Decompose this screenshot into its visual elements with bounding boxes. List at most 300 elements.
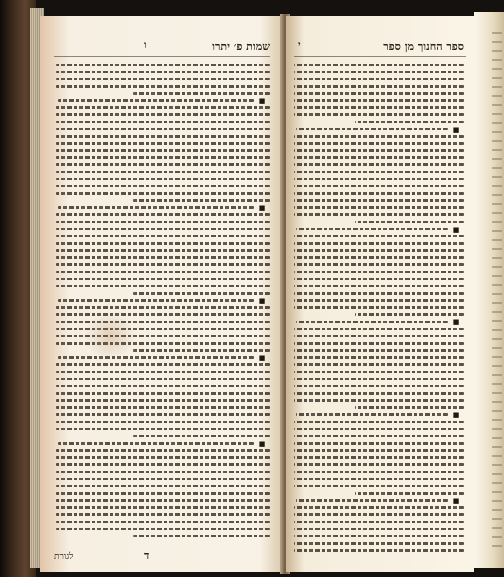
text-line	[56, 83, 270, 89]
page-edge-line	[492, 338, 502, 340]
printed-text	[294, 549, 464, 552]
printed-text	[56, 128, 270, 131]
text-line	[56, 305, 270, 311]
text-line	[294, 548, 464, 554]
printed-text	[56, 313, 270, 316]
printed-text	[294, 263, 464, 266]
text-line	[56, 498, 270, 504]
text-line	[56, 226, 270, 232]
printed-text	[56, 149, 270, 152]
printed-text	[56, 64, 270, 67]
printed-text	[294, 456, 464, 459]
text-line	[294, 255, 464, 261]
text-line	[56, 412, 270, 418]
section-marker: ■	[452, 495, 460, 505]
printed-text	[56, 78, 270, 81]
page-edge-line	[492, 365, 502, 367]
printed-text	[294, 285, 464, 288]
text-line	[294, 540, 464, 546]
text-line	[294, 291, 464, 297]
printed-text	[56, 521, 270, 524]
text-line	[294, 419, 464, 425]
text-line	[294, 269, 464, 275]
text-line	[56, 490, 270, 496]
printed-text	[56, 85, 270, 88]
printed-text	[56, 135, 270, 138]
printed-text	[56, 485, 270, 488]
right-page	[286, 16, 474, 572]
text-line	[294, 69, 464, 75]
right-page-edges	[474, 12, 504, 568]
text-line	[56, 205, 270, 211]
page-edge-line	[492, 158, 502, 160]
page-edge-line	[492, 284, 502, 286]
text-line	[56, 476, 270, 482]
printed-text	[355, 121, 464, 124]
page-edge-line	[492, 113, 502, 115]
printed-text	[294, 371, 464, 374]
printed-text	[294, 428, 464, 431]
printed-text	[56, 492, 270, 495]
text-line	[56, 312, 270, 318]
printed-text	[56, 221, 270, 224]
printed-text	[294, 535, 464, 538]
text-line	[294, 405, 464, 411]
section-marker: ■	[452, 124, 460, 134]
text-line	[56, 483, 270, 489]
printed-text	[56, 113, 270, 116]
page-edge-line	[492, 356, 502, 358]
right-running-head: ספר החנוך מן ספר	[383, 40, 464, 53]
page-edge-line	[492, 383, 502, 385]
page-edge-line	[492, 473, 502, 475]
printed-text	[355, 313, 464, 316]
printed-text	[56, 178, 270, 181]
page-edge-line	[492, 374, 502, 376]
text-line	[56, 162, 270, 168]
text-line	[294, 219, 464, 225]
printed-text	[294, 171, 464, 174]
printed-text	[294, 106, 464, 109]
page-edge-line	[492, 68, 502, 70]
text-line	[294, 348, 464, 354]
printed-text	[294, 178, 464, 181]
text-line	[294, 333, 464, 339]
text-line	[294, 205, 464, 211]
text-line	[294, 512, 464, 518]
printed-text	[294, 528, 464, 531]
text-line	[56, 212, 270, 218]
page-edge-line	[492, 257, 502, 259]
page-edge-line	[492, 185, 502, 187]
printed-text	[294, 349, 464, 352]
printed-text	[133, 435, 270, 438]
signature-mark: ד	[144, 549, 150, 562]
printed-text	[294, 506, 464, 509]
printed-text	[58, 99, 254, 102]
text-line	[56, 269, 270, 275]
printed-text	[56, 142, 270, 145]
text-line	[294, 398, 464, 404]
printed-text	[294, 513, 464, 516]
page-edge-line	[492, 419, 502, 421]
text-line	[294, 369, 464, 375]
text-line	[56, 426, 270, 432]
printed-text	[56, 228, 270, 231]
section-marker: ■	[258, 353, 266, 363]
page-edge-line	[492, 455, 502, 457]
printed-text	[56, 499, 270, 502]
text-line	[294, 298, 464, 304]
text-line	[294, 241, 464, 247]
text-line	[294, 355, 464, 361]
text-line	[294, 233, 464, 239]
printed-text	[56, 285, 270, 288]
printed-text	[294, 113, 464, 116]
printed-text	[56, 306, 270, 309]
text-line	[56, 98, 270, 104]
text-line	[294, 169, 464, 175]
text-line	[294, 505, 464, 511]
printed-text	[294, 306, 464, 309]
printed-text	[294, 542, 464, 545]
page-edge-line	[492, 536, 502, 538]
printed-text	[56, 471, 270, 474]
text-line	[56, 76, 270, 82]
page-edge-line	[492, 392, 502, 394]
printed-text	[294, 478, 464, 481]
left-folio: ו	[144, 40, 147, 51]
printed-text	[294, 92, 464, 95]
text-line	[56, 255, 270, 261]
right-folio: י	[298, 40, 301, 51]
page-edge-line	[492, 140, 502, 142]
text-line	[294, 119, 464, 125]
printed-text	[56, 263, 270, 266]
page-edge-line	[492, 329, 502, 331]
text-line	[56, 191, 270, 197]
printed-text	[294, 335, 464, 338]
printed-text	[294, 78, 464, 81]
printed-text	[56, 478, 270, 481]
page-edge-line	[492, 122, 502, 124]
printed-text	[294, 199, 464, 202]
page-edge-line	[492, 302, 502, 304]
text-line	[294, 105, 464, 111]
printed-text	[294, 192, 464, 195]
printed-text	[58, 356, 254, 359]
text-line	[56, 219, 270, 225]
printed-text	[133, 92, 270, 95]
text-line	[56, 248, 270, 254]
printed-text	[294, 235, 464, 238]
page-edge-line	[492, 194, 502, 196]
printed-text	[355, 221, 464, 224]
printed-text	[56, 528, 270, 531]
text-line	[294, 262, 464, 268]
page-edge-line	[492, 275, 502, 277]
page-edge-line	[492, 203, 502, 205]
text-line	[56, 440, 270, 446]
printed-text	[56, 256, 270, 259]
page-edge-line	[492, 212, 502, 214]
page-edge-line	[492, 545, 502, 547]
page-edge-line	[492, 104, 502, 106]
text-line	[56, 448, 270, 454]
page-edge-line	[492, 59, 502, 61]
text-line	[294, 433, 464, 439]
printed-text	[294, 399, 464, 402]
page-edge-line	[492, 176, 502, 178]
printed-text	[56, 271, 270, 274]
page-edge-line	[492, 491, 502, 493]
text-line	[294, 526, 464, 532]
right-text-column	[294, 62, 464, 556]
printed-text	[294, 149, 464, 152]
text-line	[294, 426, 464, 432]
page-edge-line	[492, 347, 502, 349]
section-marker: ■	[452, 224, 460, 234]
printed-text	[56, 463, 270, 466]
text-line	[294, 362, 464, 368]
printed-text	[294, 421, 464, 424]
page-edge-line	[492, 401, 502, 403]
text-line	[56, 462, 270, 468]
printed-text	[294, 185, 464, 188]
printed-text	[294, 142, 464, 145]
printed-text	[294, 342, 464, 345]
text-line	[294, 283, 464, 289]
page-edge-line	[492, 482, 502, 484]
text-line	[294, 133, 464, 139]
printed-text	[56, 278, 270, 281]
left-text-column	[56, 62, 270, 544]
text-line	[56, 176, 270, 182]
page-edge-line	[492, 239, 502, 241]
text-line	[294, 62, 464, 68]
text-line	[56, 469, 270, 475]
text-line	[294, 112, 464, 118]
section-marker: ■	[452, 317, 460, 327]
text-line	[294, 226, 464, 232]
text-line	[294, 91, 464, 97]
printed-text	[294, 435, 464, 438]
section-marker: ■	[452, 410, 460, 420]
printed-text	[56, 456, 270, 459]
printed-text	[296, 128, 448, 131]
text-line	[294, 155, 464, 161]
printed-text	[58, 206, 254, 209]
printed-text	[294, 328, 464, 331]
text-line	[294, 476, 464, 482]
text-line	[56, 355, 270, 361]
page-edge-line	[492, 410, 502, 412]
text-line	[294, 383, 464, 389]
printed-text	[56, 192, 270, 195]
printed-text	[294, 271, 464, 274]
page-edge-line	[492, 41, 502, 43]
printed-text	[294, 292, 464, 295]
printed-text	[294, 135, 464, 138]
text-line	[294, 191, 464, 197]
printed-text	[56, 242, 270, 245]
catchword: לגורת	[54, 552, 74, 562]
text-line	[294, 198, 464, 204]
text-line	[294, 469, 464, 475]
printed-text	[294, 249, 464, 252]
right-header-rule	[294, 56, 466, 57]
printed-text	[294, 471, 464, 474]
printed-text	[56, 121, 270, 124]
text-line	[56, 519, 270, 525]
printed-text	[56, 406, 270, 409]
printed-text	[294, 356, 464, 359]
printed-text	[56, 213, 270, 216]
printed-text	[133, 349, 270, 352]
text-line	[56, 233, 270, 239]
printed-text	[294, 213, 464, 216]
printed-text	[296, 228, 448, 231]
printed-text	[56, 235, 270, 238]
text-line	[294, 412, 464, 418]
printed-text	[294, 363, 464, 366]
page-edge-line	[492, 509, 502, 511]
printed-text	[56, 413, 270, 416]
text-line	[56, 169, 270, 175]
printed-text	[56, 385, 270, 388]
printed-text	[133, 292, 270, 295]
printed-text	[355, 406, 464, 409]
text-line	[56, 126, 270, 132]
left-page	[40, 16, 284, 572]
page-edge-line	[492, 131, 502, 133]
text-line	[56, 183, 270, 189]
left-header-rule	[54, 56, 270, 57]
text-line	[294, 462, 464, 468]
page-edge-line	[492, 464, 502, 466]
printed-text	[294, 392, 464, 395]
printed-text	[56, 156, 270, 159]
page-edge-line	[492, 320, 502, 322]
text-line	[294, 212, 464, 218]
text-line	[294, 183, 464, 189]
page-edge-line	[492, 167, 502, 169]
page-edge-line	[492, 500, 502, 502]
printed-text	[56, 163, 270, 166]
printed-text	[294, 449, 464, 452]
printed-text	[56, 428, 270, 431]
text-line	[56, 419, 270, 425]
text-line	[56, 362, 270, 368]
text-line	[294, 533, 464, 539]
text-line	[56, 262, 270, 268]
printed-text	[56, 71, 270, 74]
printed-text	[294, 385, 464, 388]
text-line	[294, 490, 464, 496]
section-marker: ■	[258, 203, 266, 213]
printed-text	[58, 442, 254, 445]
printed-text	[294, 64, 464, 67]
text-line	[294, 76, 464, 82]
text-line	[56, 512, 270, 518]
section-marker: ■	[258, 438, 266, 448]
text-line	[294, 519, 464, 525]
text-line	[294, 495, 464, 505]
page-edge-line	[492, 527, 502, 529]
text-line	[56, 241, 270, 247]
left-running-head: שמות פ׳ יתרו	[212, 40, 270, 53]
text-line	[294, 305, 464, 311]
text-line	[56, 376, 270, 382]
printed-text	[56, 171, 270, 174]
printed-text	[133, 199, 270, 202]
printed-text	[355, 492, 464, 495]
printed-text	[56, 421, 270, 424]
printed-text	[56, 513, 270, 516]
page-edge-line	[492, 86, 502, 88]
printed-text	[294, 463, 464, 466]
printed-text	[294, 85, 464, 88]
text-line	[56, 433, 270, 439]
printed-text	[294, 256, 464, 259]
text-line	[294, 83, 464, 89]
text-line	[56, 526, 270, 532]
text-line	[56, 141, 270, 147]
text-line	[294, 276, 464, 282]
text-line	[56, 112, 270, 118]
text-line	[294, 126, 464, 132]
text-line	[294, 483, 464, 489]
page-edge-line	[492, 77, 502, 79]
printed-text	[56, 185, 270, 188]
printed-text	[58, 299, 254, 302]
text-line	[56, 283, 270, 289]
page-edge-line	[492, 293, 502, 295]
printed-text	[56, 399, 270, 402]
printed-text	[56, 249, 270, 252]
printed-text	[56, 449, 270, 452]
text-line	[56, 148, 270, 154]
text-line	[56, 91, 270, 97]
printed-text	[294, 163, 464, 166]
page-edge-line	[492, 95, 502, 97]
printed-text	[294, 156, 464, 159]
page-edge-line	[492, 149, 502, 151]
printed-text	[294, 206, 464, 209]
printed-text	[296, 413, 448, 416]
text-line	[294, 319, 464, 325]
text-line	[294, 390, 464, 396]
page-edge-line	[492, 248, 502, 250]
text-line	[56, 383, 270, 389]
text-line	[294, 376, 464, 382]
section-marker: ■	[258, 295, 266, 305]
printed-text	[56, 363, 270, 366]
text-line	[294, 455, 464, 461]
text-line	[294, 340, 464, 346]
text-line	[56, 119, 270, 125]
text-line	[56, 155, 270, 161]
printed-text	[56, 378, 270, 381]
section-marker: ■	[258, 96, 266, 105]
text-line	[294, 148, 464, 154]
text-line	[56, 69, 270, 75]
page-edge-line	[492, 266, 502, 268]
text-line	[294, 176, 464, 182]
text-line	[56, 369, 270, 375]
page-edge-line	[492, 428, 502, 430]
page-edge-line	[492, 311, 502, 313]
